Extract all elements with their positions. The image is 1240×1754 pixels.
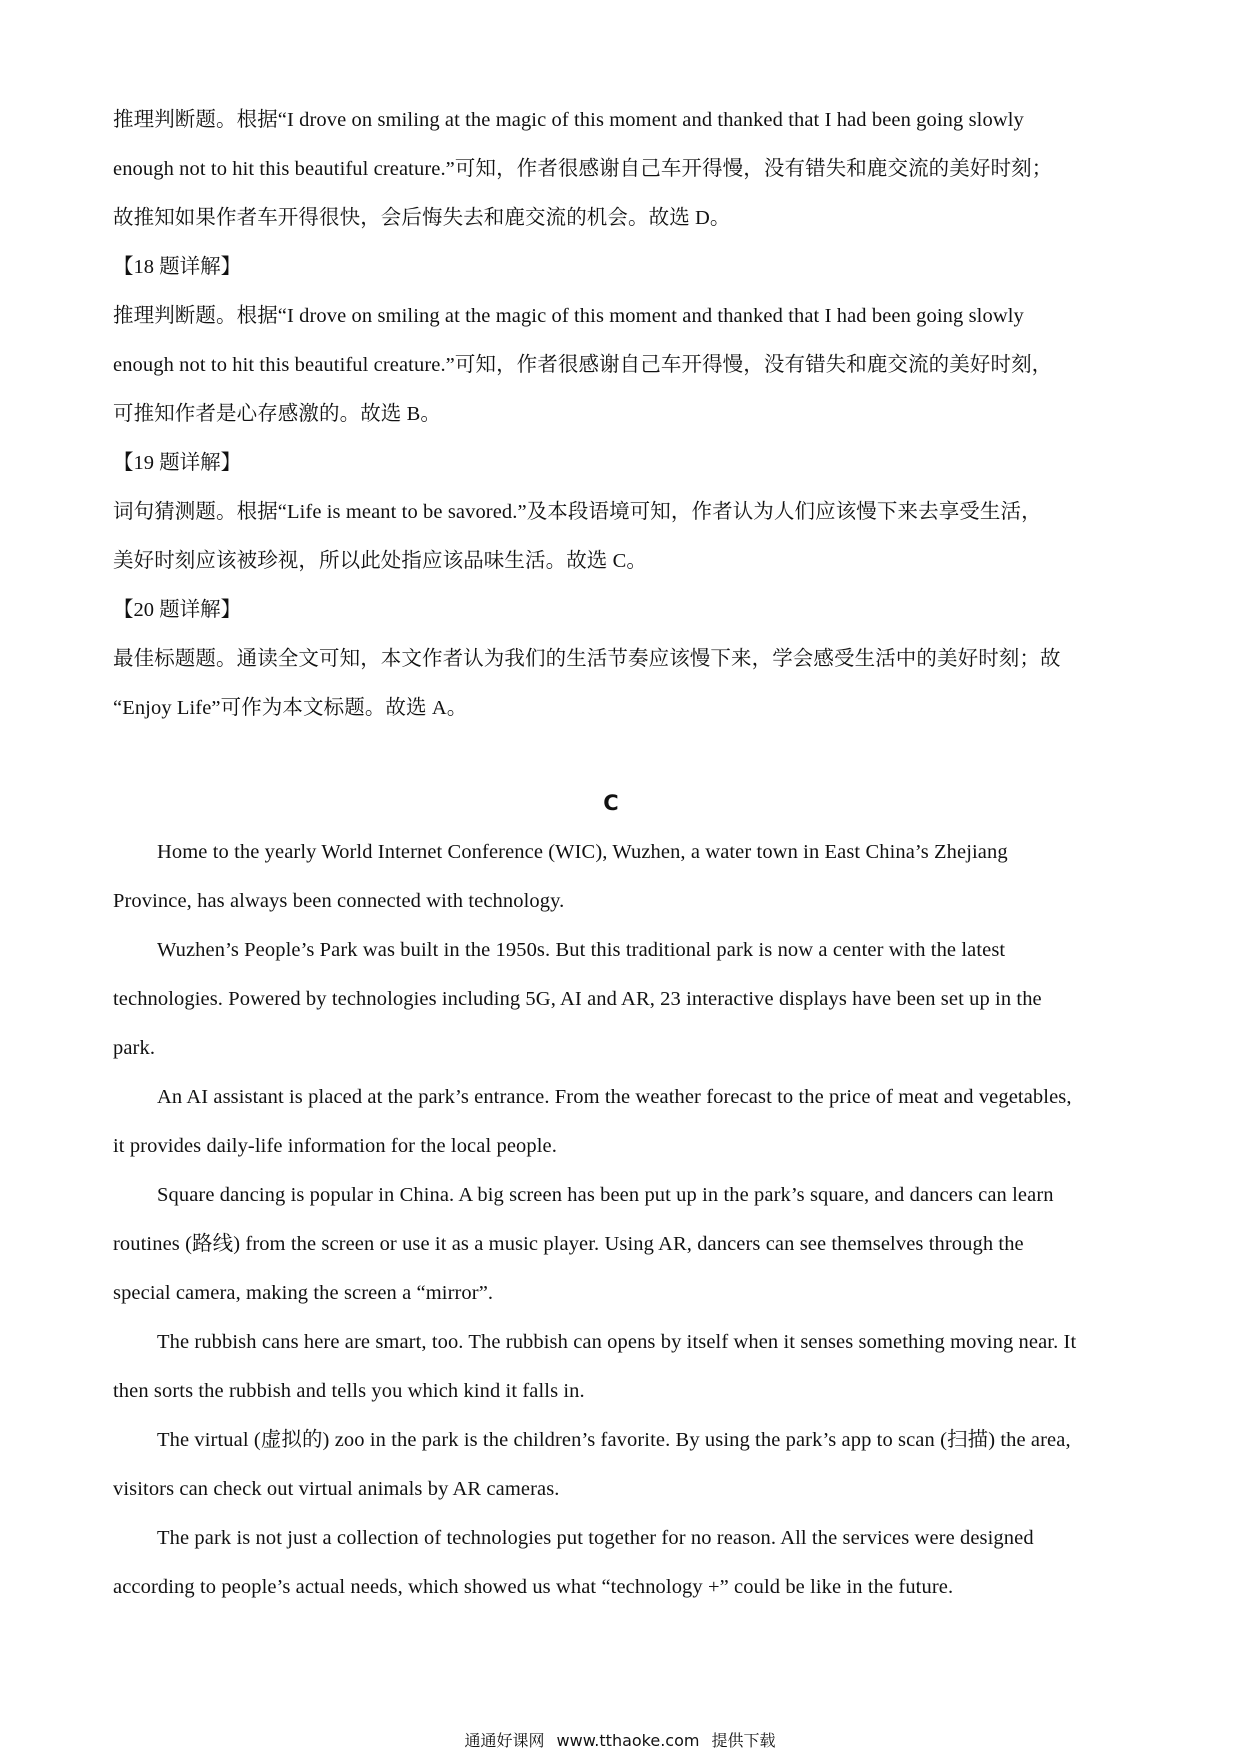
- answer-line: 可推知作者是心存感激的。故选 B。: [113, 403, 441, 425]
- paragraph-line: The rubbish cans here are smart, too. The rubbish can opens by itself when it senses something moving near. It: [157, 1331, 1077, 1353]
- section-spacer: [113, 733, 1133, 779]
- passage-title: C: [603, 791, 619, 815]
- paragraph-line: according to people’s actual needs, which showed us what “technology +” could be like in the future.: [113, 1576, 954, 1598]
- paragraph-line: The park is not just a collection of technologies put together for no reason. All the services were designed: [157, 1527, 1034, 1549]
- passage-paragraph: [113, 828, 1133, 926]
- paragraph-line: The virtual (虚拟的) zoo in the park is the children’s favorite. By using the park’s app to scan (扫描) the area,: [157, 1429, 1071, 1451]
- footer-site-name: 通通好课网: [464, 1731, 545, 1750]
- paragraph-line: special camera, making the screen a “mirror”.: [113, 1282, 494, 1304]
- answer-line: 词句猜测题。根据“Life is meant to be savored.”及本段语境可知，作者认为人们应该慢下来去享受生活，: [113, 501, 1042, 523]
- document-page: [113, 96, 1133, 1612]
- paragraph-line: routines (路线) from the screen or use it as a music player. Using AR, dancers can see themselves through the: [113, 1233, 1024, 1255]
- answer-heading: 【20 题详解】: [113, 599, 242, 621]
- answer-line: 推理判断题。根据“I drove on smiling at the magic of this moment and thanked that I had been going slowly: [113, 109, 1024, 131]
- passage-paragraph: [113, 1318, 1133, 1416]
- passage-paragraph: [113, 1073, 1133, 1171]
- paragraph-line: then sorts the rubbish and tells you which kind it falls in.: [113, 1380, 585, 1402]
- paragraph-line: Square dancing is popular in China. A big screen has been put up in the park’s square, and dancers can learn: [157, 1184, 1054, 1206]
- passage-paragraph: [113, 1416, 1133, 1514]
- paragraph-line: park.: [113, 1037, 156, 1059]
- answer-heading: 【18 题详解】: [113, 256, 242, 278]
- paragraph-line: visitors can check out virtual animals by AR cameras.: [113, 1478, 560, 1500]
- answer-block-17: [113, 96, 1133, 243]
- paragraph-line: Wuzhen’s People’s Park was built in the 1950s. But this traditional park is now a center with the latest: [157, 939, 1006, 961]
- paragraph-line: it provides daily-life information for the local people.: [113, 1135, 557, 1157]
- answer-line: 最佳标题题。通读全文可知，本文作者认为我们的生活节奏应该慢下来，学会感受生活中的美好时刻；故: [113, 648, 1061, 670]
- passage-paragraph: [113, 1171, 1133, 1318]
- passage-paragraph: [113, 1514, 1133, 1612]
- footer-url[interactable]: www.tthaoke.com: [556, 1731, 700, 1750]
- answer-line: enough not to hit this beautiful creature.”可知，作者很感谢自己车开得慢，没有错失和鹿交流的美好时刻；: [113, 158, 1053, 180]
- answer-block-18: [113, 243, 1133, 439]
- answer-heading: 【19 题详解】: [113, 452, 242, 474]
- page-footer: [0, 1728, 1240, 1751]
- answer-block-20: [113, 586, 1133, 733]
- paragraph-line: Home to the yearly World Internet Conference (WIC), Wuzhen, a water town in East China’s Zhejiang: [157, 841, 1008, 863]
- paragraph-line: technologies. Powered by technologies including 5G, AI and AR, 23 interactive displays have been set up in the: [113, 988, 1042, 1010]
- answer-line: “Enjoy Life”可作为本文标题。故选 A。: [113, 697, 468, 719]
- answer-line: enough not to hit this beautiful creature.”可知，作者很感谢自己车开得慢，没有错失和鹿交流的美好时刻，: [113, 354, 1053, 376]
- answer-line: 美好时刻应该被珍视，所以此处指应该品味生活。故选 C。: [113, 550, 647, 572]
- paragraph-line: An AI assistant is placed at the park’s entrance. From the weather forecast to the price of meat and vegetables,: [157, 1086, 1072, 1108]
- answer-line: 推理判断题。根据“I drove on smiling at the magic of this moment and thanked that I had been going slowly: [113, 305, 1024, 327]
- answer-block-19: [113, 439, 1133, 586]
- passage-paragraph: [113, 926, 1133, 1073]
- answer-line: 故推知如果作者车开得很快，会后悔失去和鹿交流的机会。故选 D。: [113, 207, 731, 229]
- footer-suffix: 提供下载: [711, 1731, 776, 1750]
- paragraph-line: Province, has always been connected with technology.: [113, 890, 565, 912]
